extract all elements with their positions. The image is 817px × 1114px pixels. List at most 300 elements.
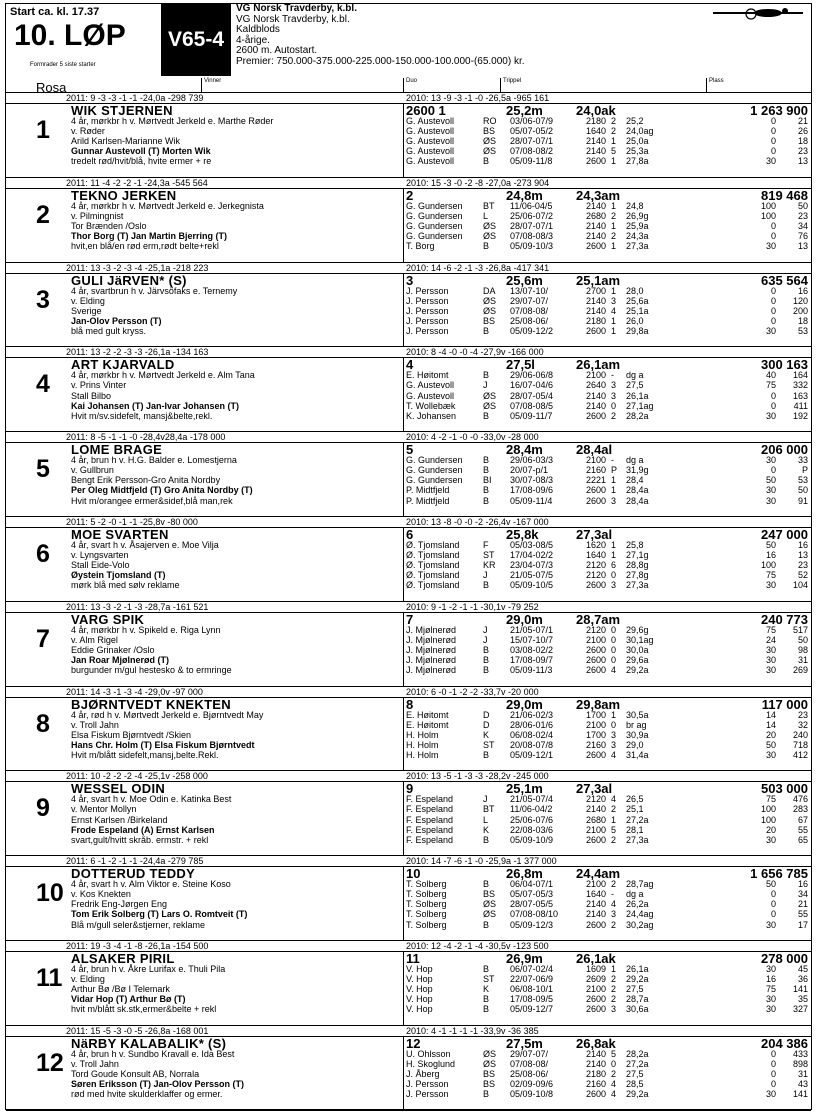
start-time: 28,5 (626, 1079, 644, 1090)
horse-entry (6, 856, 811, 941)
start-track: J (483, 794, 488, 805)
start-track: B (483, 1004, 490, 1015)
horse-entry (6, 93, 811, 178)
horse-summary (406, 1036, 808, 1049)
horse-driver-trainer: Frode Espeland (A) Ernst Karlsen (71, 824, 215, 835)
start-prize: 30 (765, 1004, 776, 1015)
record-time: 26,1ak (576, 950, 616, 966)
start-time: 26,2a (626, 899, 649, 910)
post-position: 10 (406, 866, 421, 882)
start-placing: 1 (611, 156, 617, 167)
start-odds: 34 (797, 889, 808, 900)
start-distance: 2180 (586, 1068, 607, 1079)
stat-previous-year: 2010: 14 -7 -6 -1 -0 -25,9a -1 377 000 (406, 856, 557, 867)
start-placing: 3 (611, 909, 617, 920)
start-time: 26,9g (626, 210, 649, 221)
recent-starts (406, 879, 808, 929)
start-odds: 332 (792, 380, 808, 391)
start-distance: 2140 (586, 305, 607, 316)
start-placing: 2 (611, 879, 617, 890)
start-number: 11 (36, 963, 63, 992)
start-driver: Ø. Tjomsland (406, 560, 460, 571)
start-odds: 26 (797, 126, 808, 137)
start-distance: 2180 (586, 315, 607, 326)
start-placing: 2 (611, 231, 617, 242)
start-placing: 0 (611, 1058, 617, 1069)
start-date: 25/08-06/ (510, 1068, 549, 1079)
start-time: 29,6a (626, 655, 649, 666)
start-driver: P. Midtfjeld (406, 485, 450, 496)
start-distance: 2600 (586, 665, 607, 676)
start-date: 22/08-03/6 (510, 824, 554, 835)
start-distance: 2700 (586, 285, 607, 296)
horse-name: WESSEL ODIN (71, 781, 166, 797)
start-track: ST (483, 550, 495, 561)
horse-dam-sire: v. Troll Jahn (71, 719, 119, 730)
start-track: B (483, 749, 490, 760)
start-track: J (483, 634, 488, 645)
stat-previous-year: 2010: 14 -6 -2 -1 -3 -26,8a -417 341 (406, 262, 550, 273)
total-earnings: 1 656 785 (750, 866, 808, 882)
horse-details (71, 116, 273, 166)
post-position: 6 (406, 526, 414, 542)
start-track: B (483, 665, 490, 676)
start-time: 25,1 (626, 804, 644, 815)
start-driver: U. Ohlsson (406, 1048, 451, 1059)
stat-previous-year: 2010: 8 -4 -0 -0 -4 -27,9v -166 000 (406, 347, 544, 358)
horse-owner: Arthur Bø /Bø I Telemark (71, 984, 170, 995)
start-placing: 5 (611, 824, 617, 835)
start-date: 07/08-08/ (510, 305, 549, 316)
start-distance: 2100 (586, 879, 607, 890)
start-row (406, 920, 808, 930)
start-track: F (483, 539, 489, 550)
start-driver: J. Mjølnerød (406, 665, 457, 676)
start-date: 21/05-07/5 (510, 570, 554, 581)
recent-starts (406, 201, 808, 251)
start-driver: G. Austevoll (406, 390, 455, 401)
start-prize: 24 (765, 634, 776, 645)
start-distance: 2600 (586, 919, 607, 930)
horse-entry (6, 941, 811, 1026)
start-row (406, 645, 808, 655)
post-position: 2600 1 (406, 103, 446, 118)
start-time: 24,3a (626, 231, 649, 242)
start-track: B (483, 325, 490, 336)
horse-colors: tredelt rød/hvit/blå, hvite ermer + re (71, 156, 212, 167)
total-earnings: 1 263 900 (750, 103, 808, 118)
start-time: 30,1ag (626, 634, 654, 645)
horse-summary (406, 612, 808, 625)
horse-colors: blå med gult kryss. (71, 325, 147, 336)
start-date: 11/06-04/5 (510, 200, 553, 211)
start-driver: Ø. Tjomsland (406, 550, 460, 561)
start-date: 21/05-07/1 (510, 624, 554, 635)
start-number: 10 (36, 879, 64, 908)
start-prize: 30 (765, 919, 776, 930)
start-distance: 2640 (586, 380, 607, 391)
start-prize: 20 (765, 824, 776, 835)
start-time: 27,3a (626, 241, 649, 252)
record-time: 29,8am (576, 696, 621, 712)
start-row (406, 231, 808, 241)
horse-owner: Elsa Fiskum Bjørntvedt /Skien (71, 729, 192, 740)
start-distance: 2160 (586, 739, 607, 750)
horse-details (71, 879, 247, 929)
start-track: B (483, 1089, 490, 1100)
start-row (406, 241, 808, 251)
start-track: ØS (483, 1058, 497, 1069)
start-prize: 50 (765, 879, 776, 890)
start-date: 21/05-07/4 (510, 794, 554, 805)
start-time: 27,2a (626, 814, 649, 825)
start-odds: 98 (797, 644, 808, 655)
start-odds: 31 (797, 655, 808, 666)
horse-summary (406, 951, 808, 964)
start-prize: 30 (765, 455, 776, 466)
start-date: 23/04-07/3 (510, 560, 554, 571)
start-placing: 4 (611, 899, 617, 910)
best-time: 29,0m (506, 696, 543, 712)
start-placing: 1 (611, 485, 617, 496)
start-track: K (483, 729, 490, 740)
start-track: B (483, 495, 490, 506)
horse-driver-trainer: Gunnar Austevoll (T) Morten Wik (71, 146, 211, 157)
post-position: 2 (406, 187, 414, 203)
start-prize: 30 (765, 749, 776, 760)
start-row (406, 899, 808, 909)
start-odds: 718 (792, 739, 808, 750)
start-placing: 1 (611, 475, 617, 486)
start-distance: 2600 (586, 1004, 607, 1015)
start-placing: 1 (611, 709, 617, 720)
start-driver: E. Høitomt (406, 709, 449, 720)
horse-colors: Hvit m/blått sidefelt,mansj,belte.Rekl. (71, 749, 219, 760)
start-number: 9 (36, 794, 50, 823)
start-placing: 2 (611, 974, 617, 985)
start-driver: J. Persson (406, 1079, 449, 1090)
start-prize: 50 (765, 475, 776, 486)
start-distance: 1609 (586, 963, 607, 974)
start-placing: 3 (611, 390, 617, 401)
start-placing: 0 (611, 570, 617, 581)
horse-pedigree: 4 år, brun h v. Åkre Lurifax e. Thuli Pila (71, 963, 226, 974)
start-prize: 0 (770, 126, 776, 137)
start-distance: 2180 (586, 116, 607, 126)
start-odds: 18 (797, 136, 808, 147)
best-time: 25,2m (506, 103, 543, 118)
start-prize: 0 (770, 1068, 776, 1079)
horse-owner: Bengt Erik Persson-Gro Anita Nordby (71, 475, 221, 486)
start-driver: J. Mjølnerød (406, 624, 457, 635)
stat-current-year: 2011: 9 -3 -3 -1 -1 -24,0a -298 739 (66, 93, 204, 103)
start-row (406, 370, 808, 380)
horse-details (71, 370, 255, 420)
start-distance: 2680 (586, 814, 607, 825)
start-distance: 2140 (586, 909, 607, 920)
start-time: 27,1g (626, 550, 649, 561)
start-row (406, 221, 808, 231)
start-distance: 2600 (586, 580, 607, 591)
start-track: B (483, 410, 490, 421)
race-number: 10. LØP (14, 19, 126, 52)
recent-starts (406, 286, 808, 336)
horse-entry (6, 1026, 811, 1111)
start-row (406, 825, 808, 835)
start-number: 1 (36, 116, 50, 144)
start-row (406, 316, 808, 326)
start-date: 20/07-p/1 (510, 465, 549, 476)
horse-owner: Sverige (71, 305, 102, 316)
start-distance: 2160 (586, 465, 607, 476)
horse-name: ART KJARVALD (71, 357, 175, 373)
horse-owner: Ernst Karlsen /Birkeland (71, 814, 168, 825)
best-time: 26,8m (506, 866, 543, 882)
start-prize: 16 (765, 974, 776, 985)
start-date: 06/04-07/1 (510, 879, 554, 890)
recent-starts (406, 964, 808, 1014)
start-track: L (483, 210, 489, 221)
start-track: J (483, 380, 488, 391)
start-placing: 4 (611, 1089, 617, 1100)
horse-colors: svart,gult/hvitt skråb. ermstr. + rekl (71, 834, 209, 845)
start-date: 06/08-02/4 (510, 729, 554, 740)
start-distance: 2100 (586, 719, 607, 730)
start-number: 12 (36, 1048, 64, 1077)
start-date: 03/08-02/2 (510, 644, 554, 655)
start-track: B (483, 655, 490, 666)
horse-summary (406, 188, 808, 201)
start-track: B (483, 455, 490, 466)
start-row (406, 1004, 808, 1014)
start-distance: 2100 (586, 824, 607, 835)
start-driver: J. Persson (406, 295, 449, 306)
horse-driver-trainer: Jan Roar Mjølnerød (T) (71, 655, 170, 666)
horse-summary (406, 103, 808, 116)
horse-pedigree: 4 år, svart h v. Alm Viktor e. Steine Koso (71, 879, 231, 890)
start-time: 27,3a (626, 834, 649, 845)
race-title: VG Norsk Travderby, k.bl. (236, 3, 357, 14)
start-row (406, 570, 808, 580)
start-odds: 240 (792, 729, 808, 740)
start-driver: Ø. Tjomsland (406, 539, 460, 550)
start-track: J (483, 570, 488, 581)
total-earnings: 204 386 (761, 1035, 808, 1051)
start-track: BT (483, 200, 495, 211)
stat-previous-year: 2010: 9 -1 -2 -1 -1 -30,1v -79 252 (406, 601, 539, 612)
stat-current-year: 2011: 5 -2 -0 -1 -1 -25,8v -80 000 (66, 516, 198, 527)
start-prize: 0 (770, 909, 776, 920)
start-distance: 1640 (586, 889, 607, 900)
start-driver: G. Gundersen (406, 465, 463, 476)
start-track: ØS (483, 909, 497, 920)
start-time: 28,4a (626, 485, 649, 496)
start-track: ØS (483, 1048, 497, 1059)
start-row (406, 465, 808, 475)
start-driver: F. Espeland (406, 794, 454, 805)
start-track: B (483, 644, 490, 655)
start-driver: K. Johansen (406, 410, 457, 421)
horse-pedigree: 4 år, mørkbr h v. Mørtvedt Jerkeld e. Alm Tana (71, 370, 255, 381)
start-track: BS (483, 889, 496, 900)
start-time: 29,8a (626, 325, 649, 336)
start-time: 29,0 (626, 739, 644, 750)
start-row (406, 794, 808, 804)
start-placing: 2 (611, 804, 617, 815)
start-driver: F. Espeland (406, 824, 454, 835)
start-number: 7 (36, 624, 50, 653)
start-row (406, 625, 808, 635)
start-distance: 1700 (586, 709, 607, 720)
start-track: ST (483, 739, 495, 750)
best-time: 29,0m (506, 611, 543, 627)
start-track: ØS (483, 390, 497, 401)
start-driver: T. Solberg (406, 879, 447, 890)
stat-current-year: 2011: 6 -1 -2 -1 -1 -24,4a -279 785 (66, 856, 204, 867)
start-driver: G. Gundersen (406, 200, 463, 211)
start-date: 15/07-10/7 (510, 634, 554, 645)
start-time: 27,5 (626, 984, 644, 995)
horse-name: MOE SVARTEN (71, 526, 169, 542)
start-date: 16/07-04/6 (510, 380, 554, 391)
start-prize: 30 (765, 410, 776, 421)
recent-starts (406, 625, 808, 675)
horse-details (71, 794, 231, 844)
start-distance: 2140 (586, 295, 607, 306)
start-driver: E. Høitomt (406, 719, 449, 730)
horse-name: GULI JäRVEN* (S) (71, 272, 187, 288)
horse-details (71, 1049, 244, 1099)
start-track: ØS (483, 295, 497, 306)
start-placing: 3 (611, 380, 617, 391)
start-distance: 2100 (586, 634, 607, 645)
start-prize: 30 (765, 994, 776, 1005)
start-placing: 4 (611, 749, 617, 760)
start-prize: 30 (765, 495, 776, 506)
start-time: 24,8 (626, 200, 644, 211)
horse-driver-trainer: Kai Johansen (T) Jan-Ivar Johansen (T) (71, 400, 240, 411)
start-distance: 2120 (586, 624, 607, 635)
start-prize: 0 (770, 1058, 776, 1069)
start-prize: 0 (770, 315, 776, 326)
start-placing: 6 (611, 560, 617, 571)
race-header (6, 4, 811, 93)
start-odds: 31 (797, 1068, 808, 1079)
start-date: 05/09-10/9 (510, 834, 554, 845)
column-header (6, 78, 811, 95)
start-track: D (483, 719, 490, 730)
stat-current-year: 2011: 19 -3 -4 -1 -8 -26,1a -154 500 (66, 940, 209, 951)
start-driver: J. Mjølnerød (406, 644, 457, 655)
start-date: 28/07-05/4 (510, 390, 554, 401)
start-driver: G. Gundersen (406, 220, 463, 231)
start-distance: 2140 (586, 231, 607, 242)
start-track: B (483, 465, 490, 476)
start-odds: 411 (793, 400, 808, 411)
start-prize: 30 (765, 834, 776, 845)
start-track: J (483, 624, 488, 635)
start-driver: G. Austevoll (406, 156, 455, 167)
start-time: 29,2a (626, 974, 649, 985)
start-prize: 100 (760, 560, 776, 571)
horse-entry (6, 432, 811, 517)
start-track: ØS (483, 220, 497, 231)
record-time: 25,1am (576, 272, 621, 288)
start-track: KR (483, 560, 496, 571)
start-date: 07/08-08/ (510, 1058, 549, 1069)
start-driver: V. Hop (406, 963, 433, 974)
start-row (406, 730, 808, 740)
start-track: ØS (483, 146, 497, 157)
start-odds: 34 (797, 220, 808, 231)
start-driver: T. Wollebæk (406, 400, 456, 411)
start-time: 28,7a (626, 994, 649, 1005)
start-number: 4 (36, 370, 50, 399)
start-date: 07/08-08/10 (510, 909, 559, 920)
horse-pedigree: 4 år, svart h v. Moe Odin e. Katinka Best (71, 794, 232, 805)
start-prize: 40 (765, 370, 776, 381)
start-date: 28/07-07/1 (510, 220, 554, 231)
horse-details (71, 455, 253, 505)
start-row (406, 540, 808, 550)
start-placing: 1 (611, 814, 617, 825)
start-row (406, 665, 808, 675)
record-time: 27,3al (576, 526, 613, 542)
horse-details (71, 964, 225, 1014)
start-row (406, 710, 808, 720)
start-prize: 14 (765, 709, 776, 720)
start-date: 25/06-07/6 (510, 814, 554, 825)
start-driver: H. Holm (406, 749, 439, 760)
recent-starts (406, 710, 808, 760)
start-track: B (483, 834, 490, 845)
start-driver: P. Midtfjeld (406, 495, 450, 506)
start-placing: 1 (611, 539, 617, 550)
post-position: 4 (406, 357, 414, 373)
stat-previous-year: 2010: 13 -5 -1 -3 -3 -28,2v -245 000 (406, 771, 549, 782)
total-earnings: 819 468 (761, 187, 808, 203)
horse-details (71, 286, 237, 336)
start-odds: 43 (797, 1079, 808, 1090)
start-row (406, 455, 808, 465)
start-row (406, 391, 808, 401)
start-odds: 53 (797, 325, 808, 336)
start-placing: 2 (611, 994, 617, 1005)
start-odds: 269 (792, 665, 808, 676)
start-placing: 1 (611, 200, 617, 211)
start-time: 26,1a (626, 390, 649, 401)
start-time: 25,3a (626, 146, 649, 157)
start-date: 28/06-01/6 (510, 719, 554, 730)
start-time: 29,2a (626, 665, 649, 676)
horse-dam-sire: v. Prins Vinter (71, 380, 127, 391)
start-placing: 3 (611, 295, 617, 306)
start-distance: 2120 (586, 560, 607, 571)
horse-entry (6, 602, 811, 687)
horse-summary (406, 357, 808, 373)
start-placing: 3 (611, 580, 617, 591)
start-date: 05/07-05/3 (510, 889, 554, 900)
start-time: 29,6g (626, 624, 649, 635)
horse-owner: Eddie Grinaker /Oslo (71, 644, 155, 655)
form-note: Formrader 5 siste starter (30, 62, 96, 68)
start-track: K (483, 824, 490, 835)
start-driver: G. Gundersen (406, 455, 463, 466)
start-track: B (483, 241, 490, 252)
horse-colors: mørk blå med sølv reklame (71, 580, 180, 591)
start-prize: 75 (765, 984, 776, 995)
start-row (406, 879, 808, 889)
